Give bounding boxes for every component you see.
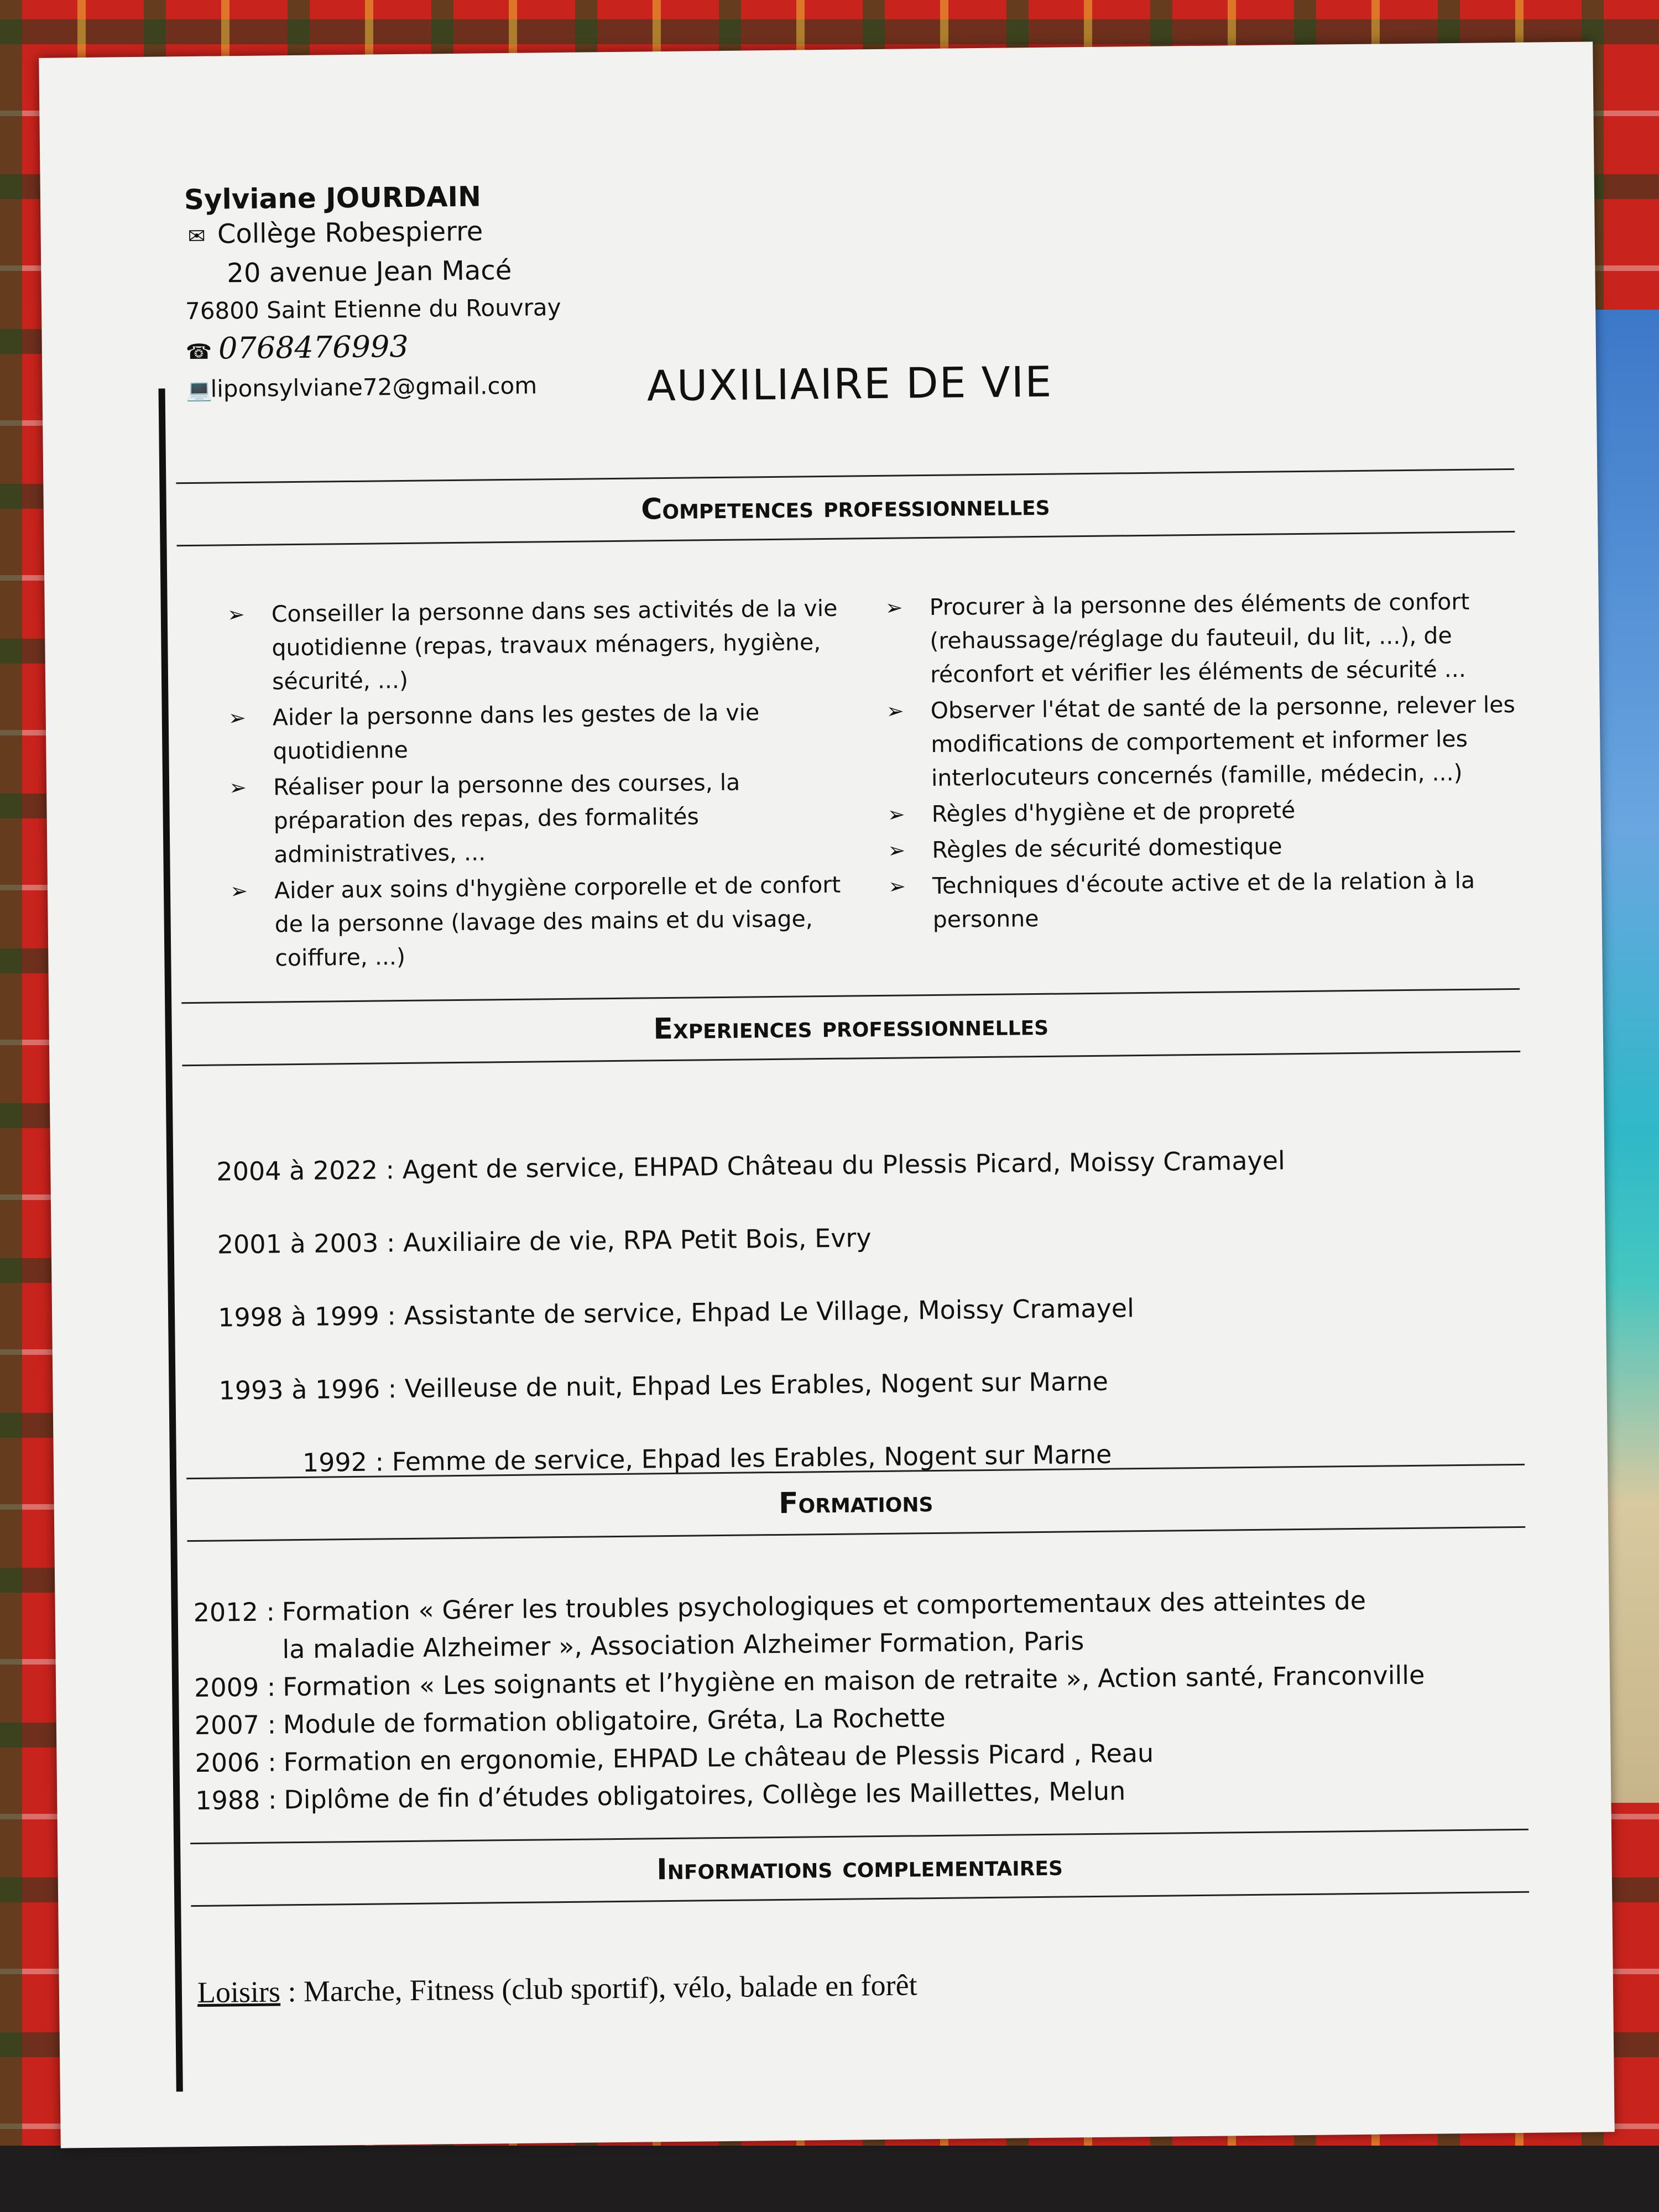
experience-item: 1993 à 1996 : Veilleuse de nuit, Ehpad Les Erables, Nogent sur Marne xyxy=(218,1366,1109,1406)
competence-text: Conseiller la personne dans ses activités de la vie quotidienne (repas, travaux ménagers, hygiène, sécurité, ...) xyxy=(271,594,838,695)
competence-item xyxy=(885,585,1522,692)
competence-text: Procurer à la personne des éléments de confort (rehaussage/réglage du fauteuil, du lit, ...), de réconfort et vérifier les éléments de sécurité ... xyxy=(929,588,1470,688)
cv-page xyxy=(39,41,1614,2148)
formation-text: Module de formation obligatoire, Gréta, La Rochette xyxy=(283,1702,946,1740)
loisirs-value: Marche, Fitness (club sportif), vélo, balade en forêt xyxy=(303,1968,917,2008)
loisirs-separator: : xyxy=(280,1974,304,2008)
competence-text: Règles d'hygiène et de propreté xyxy=(931,797,1296,827)
competences-right-column xyxy=(885,585,1525,940)
email-address: liponsylviane72@gmail.com xyxy=(210,372,538,403)
formation-text: Formation en ergonomie, EHPAD Le château de Plessis Picard , Reau xyxy=(283,1738,1154,1777)
experience-item: 2004 à 2022 : Agent de service, EHPAD Château du Plessis Picard, Moissy Cramayel xyxy=(216,1145,1286,1187)
formation-text: Formation « Gérer les troubles psychologiques et comportementaux des atteintes de xyxy=(281,1585,1366,1627)
contact-org-text: Collège Robespierre xyxy=(217,216,483,250)
competence-text: Aider la personne dans les gestes de la vie quotidienne xyxy=(272,699,760,765)
section-header-formations: Formations xyxy=(186,1464,1525,1542)
competence-item xyxy=(229,764,866,872)
arrow-bullet-icon: ➢ xyxy=(887,802,905,827)
section-header-infos: Informations complementaires xyxy=(190,1829,1529,1907)
formations-list xyxy=(193,1581,1426,1819)
competence-text: Règles de sécurité domestique xyxy=(932,833,1282,863)
experiences-list xyxy=(216,1145,1288,1521)
arrow-bullet-icon: ➢ xyxy=(888,838,906,863)
formation-year: 2007 : xyxy=(194,1709,276,1741)
competence-item xyxy=(227,591,864,699)
competence-text: Réaliser pour la personne des courses, la préparation des repas, des formalités administratives, ... xyxy=(273,769,740,868)
competence-item xyxy=(886,688,1523,796)
formation-text: Diplôme de fin d’études obligatoires, Collège les Maillettes, Melun xyxy=(284,1776,1126,1815)
formation-year: 2006 : xyxy=(195,1747,277,1778)
formation-text: la maladie Alzheimer », Association Alzheimer Formation, Paris xyxy=(282,1626,1084,1665)
section-header-competences: Competences professionnelles xyxy=(176,468,1515,546)
table-edge xyxy=(0,2146,1659,2212)
arrow-bullet-icon: ➢ xyxy=(228,705,246,731)
phone-number: 0768476993 xyxy=(218,328,409,366)
phone-icon: ☎ xyxy=(185,339,212,364)
loisirs-line xyxy=(197,1968,917,2010)
formation-year: 2009 : xyxy=(194,1672,276,1703)
competence-text: Techniques d'écoute active et de la relation à la personne xyxy=(932,867,1475,933)
experience-item: 1992 : Femme de service, Ehpad les Erables, Nogent sur Marne xyxy=(302,1439,1112,1478)
candidate-name: Sylviane JOURDAIN xyxy=(184,180,482,216)
formation-year: 2012 : xyxy=(193,1597,275,1628)
arrow-bullet-icon: ➢ xyxy=(888,874,906,899)
contact-street: 20 avenue Jean Macé xyxy=(227,254,512,289)
envelope-icon: ✉ xyxy=(187,223,206,249)
contact-org xyxy=(184,212,560,255)
competence-text: Aider aux soins d'hygiène corporelle et de confort de la personne (lavage des mains et du visage, coiffure, ...) xyxy=(274,871,841,972)
arrow-bullet-icon: ➢ xyxy=(886,698,904,723)
arrow-bullet-icon: ➢ xyxy=(885,595,903,620)
arrow-bullet-icon: ➢ xyxy=(229,878,248,904)
formation-year: 1988 : xyxy=(195,1785,277,1816)
contact-city: 76800 Saint Etienne du Rouvray xyxy=(185,293,561,325)
margin-rule xyxy=(159,388,183,2091)
competence-item xyxy=(230,868,867,975)
experience-item: 2001 à 2003 : Auxiliaire de vie, RPA Petit Bois, Evry xyxy=(217,1223,872,1260)
competence-item xyxy=(228,695,864,769)
competence-text: Observer l'état de santé de la personne, relever les modifications de comportement et informer les interlocuteurs concernés (famille, médecin, ...) xyxy=(930,691,1516,791)
computer-icon: 💻 xyxy=(186,377,213,403)
arrow-bullet-icon: ➢ xyxy=(228,775,247,800)
formation-text: Formation « Les soignants et l’hygiène en maison de retraite », Action santé, Franconville xyxy=(282,1660,1425,1702)
competence-item xyxy=(887,791,1524,832)
arrow-bullet-icon: ➢ xyxy=(227,602,245,627)
competence-item xyxy=(888,863,1525,937)
competence-item xyxy=(888,827,1524,868)
job-title: AUXILIAIRE DE VIE xyxy=(646,357,1053,411)
section-header-experiences: Experiences professionnelles xyxy=(181,988,1520,1066)
experience-item: 1998 à 1999 : Assistante de service, Ehpad Le Village, Moissy Cramayel xyxy=(217,1293,1135,1333)
loisirs-label: Loisirs xyxy=(197,1975,281,2010)
competences-left-column xyxy=(227,591,867,978)
